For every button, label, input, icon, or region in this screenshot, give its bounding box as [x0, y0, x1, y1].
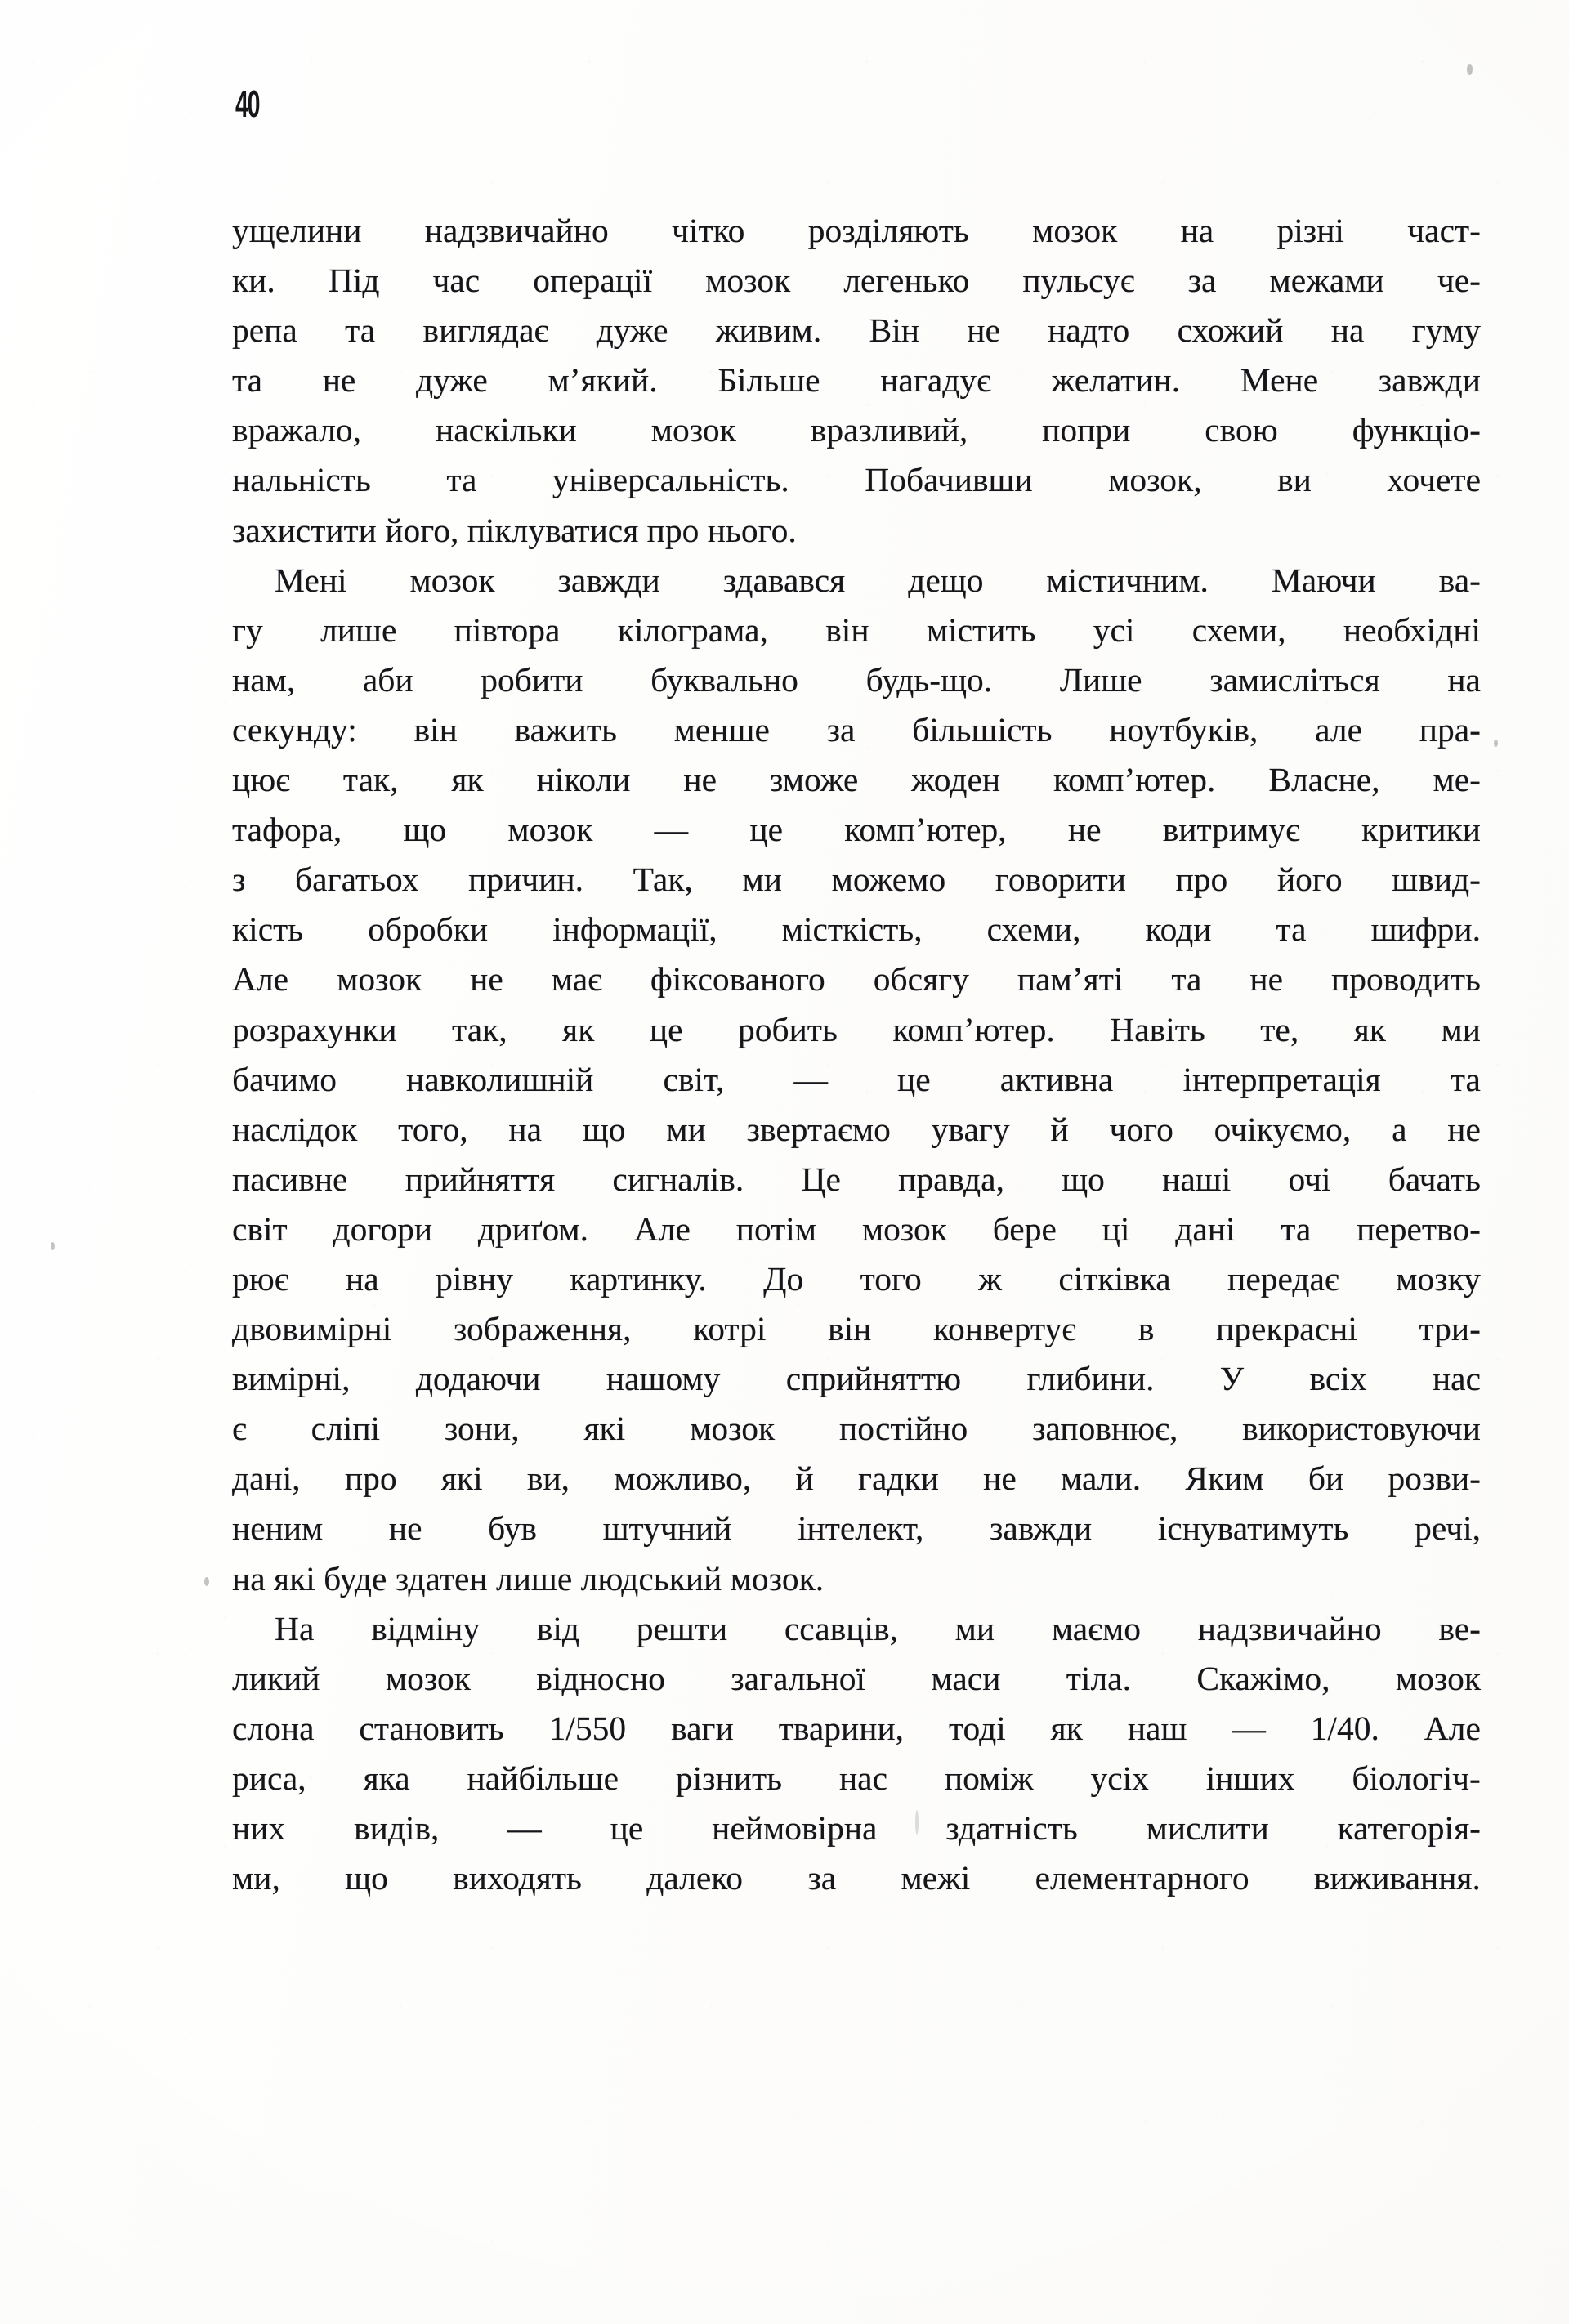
- page-text-block: [232, 206, 1481, 1903]
- text-line: та не дуже м’який. Більше нагадує желатин. Мене завжди: [232, 361, 1481, 400]
- text-line: них видів, — це неймовірна здатність мислити категорія-: [232, 1809, 1481, 1847]
- text-line: є сліпі зони, які мозок постійно заповнює, використовуючи: [232, 1410, 1481, 1448]
- text-line: репа та виглядає дуже живим. Він не надто схожий на гуму: [232, 311, 1481, 350]
- text-line: На відміну від решти ссавців, ми маємо надзвичайно ве-: [275, 1609, 1481, 1647]
- text-line: світ догори дриґом. Але потім мозок бере ці дані та перетво-: [232, 1209, 1481, 1248]
- text-line: цює так, як ніколи не зможе жоден комп’ютер. Власне, ме-: [232, 761, 1481, 799]
- scan-speck: [204, 1577, 209, 1586]
- text-line: неним не був штучний інтелект, завжди існуватимуть речі,: [232, 1509, 1481, 1548]
- text-line: пасивне прийняття сигналів. Це правда, що наші очі бачать: [232, 1160, 1481, 1198]
- text-line: нальність та універсальність. Побачивши мозок, ви хочете: [232, 461, 1481, 499]
- text-line: розрахунки так, як це робить комп’ютер. Навіть те, як ми: [232, 1010, 1481, 1048]
- text-line: вимірні, додаючи нашому сприйняттю глибини. У всіх нас: [232, 1360, 1481, 1398]
- text-line: риса, яка найбільше різнить нас поміж усіх інших біологіч-: [232, 1759, 1481, 1797]
- text-line: слона становить 1/550 ваги тварини, тоді як наш — 1/40. Але: [232, 1709, 1481, 1747]
- text-line: вражало, наскільки мозок вразливий, попри свою функціо-: [232, 411, 1481, 449]
- paragraph: [232, 206, 1481, 556]
- text-line: Мені мозок завжди здавався дещо містичним. Маючи ва-: [275, 561, 1481, 599]
- paragraph: [232, 556, 1481, 1604]
- text-line: ущелини надзвичайно чітко розділяють мозок на різні част-: [232, 212, 1481, 249]
- text-line: захистити його, піклуватися про нього.: [232, 511, 797, 549]
- text-line: дані, про які ви, можливо, й гадки не мали. Яким би розви-: [232, 1459, 1481, 1498]
- text-line: двовимірні зображення, котрі він конвертує в прекрасні три-: [232, 1310, 1481, 1348]
- text-line: тафора, що мозок — це комп’ютер, не витримує критики: [232, 811, 1481, 849]
- text-line: гу лише півтора кілограма, він містить усі схеми, необхідні: [232, 610, 1481, 649]
- page-number: 40: [235, 83, 260, 125]
- text-line: наслідок того, на що ми звертаємо увагу й чого очікуємо, а не: [232, 1110, 1481, 1148]
- paragraph: [232, 1604, 1481, 1904]
- text-line: ликий мозок відносно загальної маси тіла. Скажімо, мозок: [232, 1659, 1481, 1697]
- text-line: ми, що виходять далеко за межі елементарного виживання.: [232, 1859, 1481, 1897]
- text-line: кість обробки інформації, місткість, схеми, коди та шифри.: [232, 910, 1481, 949]
- text-line: на які буде здатен лише людський мозок.: [232, 1559, 825, 1598]
- scan-speck: [51, 1242, 55, 1250]
- text-line: нам, аби робити буквально будь-що. Лише замисліться на: [232, 660, 1481, 699]
- text-line: з багатьох причин. Так, ми можемо говорити про його швид-: [232, 860, 1481, 899]
- text-line: рює на рівну картинку. До того ж сітківка передає мозку: [232, 1259, 1481, 1298]
- text-line: секунду: він важить менше за більшість ноутбуків, але пра-: [232, 710, 1481, 749]
- scan-speck: [1494, 740, 1498, 747]
- text-line: ки. Під час операції мозок легенько пульсує за межами че-: [232, 261, 1481, 300]
- scan-speck: [1467, 64, 1473, 75]
- text-line: Але мозок не має фіксованого обсягу пам’яті та не проводить: [232, 960, 1481, 999]
- text-line: бачимо навколишній світ, — це активна інтерпретація та: [232, 1060, 1481, 1098]
